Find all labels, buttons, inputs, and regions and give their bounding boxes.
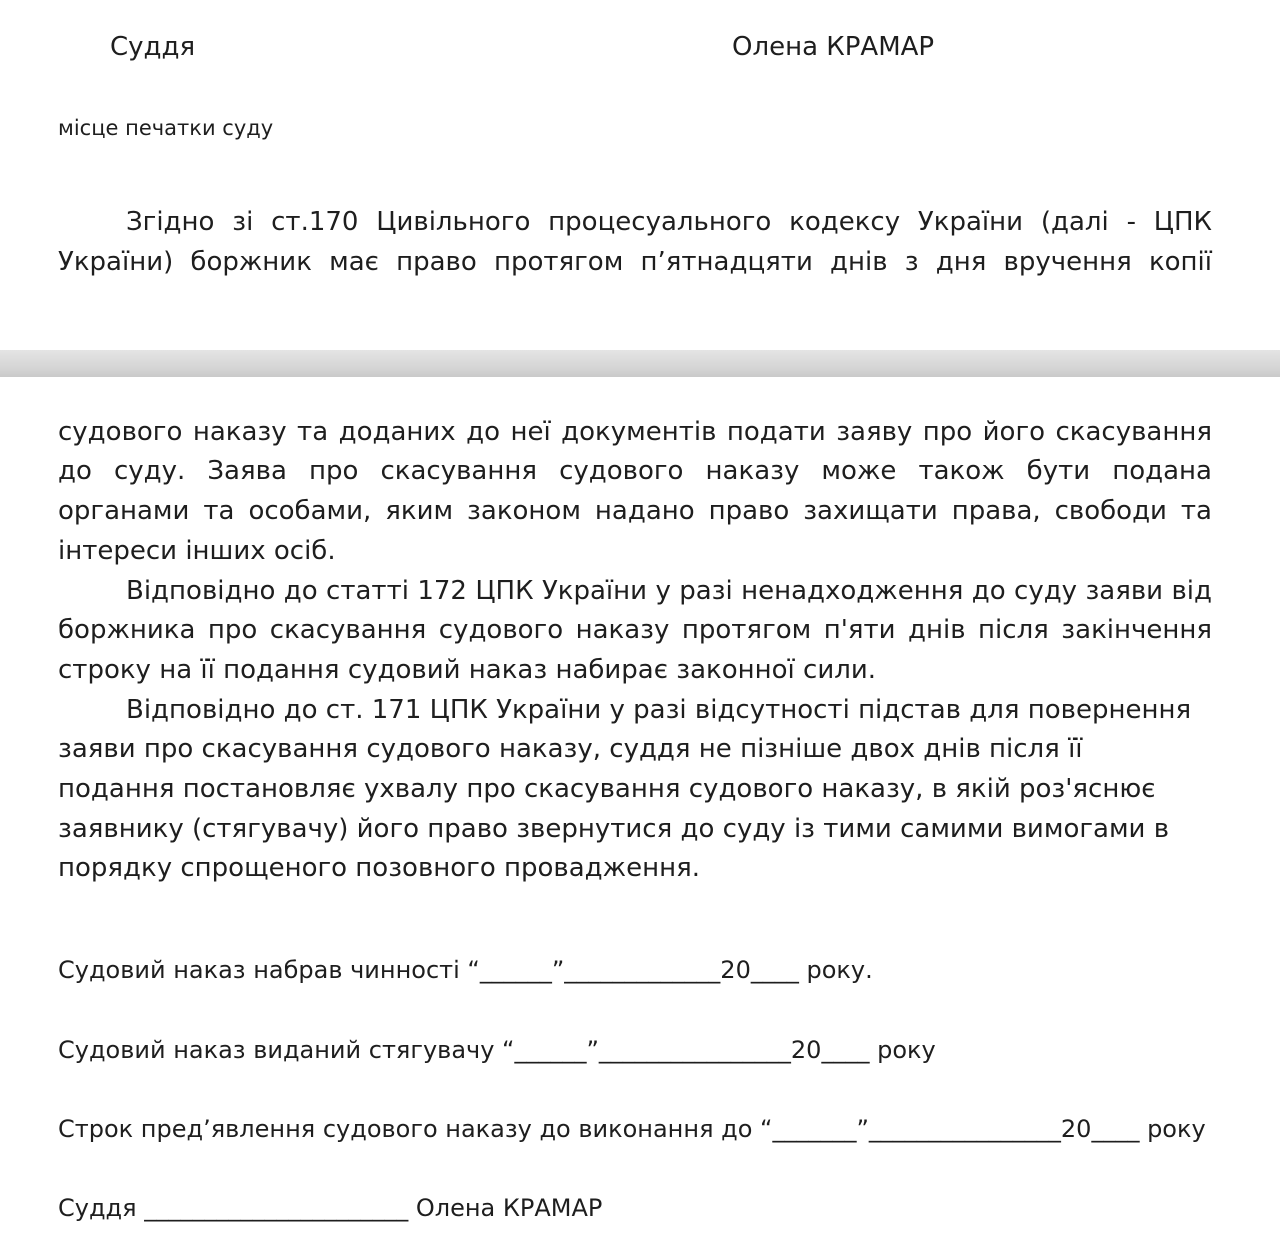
judge-label: Суддя [110, 32, 196, 62]
paragraph-line: порядку спрощеного позовного провадження. [58, 853, 700, 883]
paragraph-line: заявнику (стягувачу) його право звернутися до суду із тими самими вимогами в [58, 814, 1170, 844]
paragraph-line: інтереси інших осіб. [58, 536, 336, 566]
enforcement-deadline-line: Строк пред’явлення судового наказу до виконання до “_______”________________20____ року [58, 1115, 1206, 1143]
paragraph-line: Відповідно до ст. 171 ЦПК України у разі відсутності підстав для повернення [126, 695, 1192, 725]
paragraph-line: України) боржник має право протягом п’ятнадцяти днів з дня вручення копії [58, 247, 1212, 277]
seal-placeholder: місце печатки суду [58, 116, 274, 140]
page-separator [0, 350, 1280, 377]
paragraph-line: Згідно зі ст.170 Цивільного процесуального кодексу України (далі - ЦПК [126, 207, 1212, 237]
paragraph-line: судового наказу та доданих до неї документів подати заяву про його скасування [58, 417, 1212, 447]
paragraph-line: Відповідно до статті 172 ЦПК України у разі ненадходження до суду заяви від [126, 576, 1212, 606]
paragraph-line: подання постановляє ухвалу про скасування судового наказу, в якій роз'яснює [58, 774, 1156, 804]
effective-date-line: Судовий наказ набрав чинності “______”_____________20____ року. [58, 956, 873, 984]
bottom-signature-line: Суддя ______________________ Олена КРАМАР [58, 1194, 603, 1222]
paragraph-line: боржника про скасування судового наказу протягом п'яти днів після закінчення [58, 615, 1212, 645]
paragraph-line: органами та особами, яким законом надано право захищати права, свободи та [58, 496, 1212, 526]
paragraph-line: до суду. Заява про скасування судового наказу може також бути подана [58, 456, 1212, 486]
issued-date-line: Судовий наказ виданий стягувачу “______”________________20____ року [58, 1036, 936, 1064]
paragraph-line: строку на її подання судовий наказ набирає законної сили. [58, 655, 877, 685]
paragraph-line: заяви про скасування судового наказу, суддя не пізніше двох днів після її [58, 734, 1083, 764]
judge-name: Олена КРАМАР [732, 32, 935, 62]
